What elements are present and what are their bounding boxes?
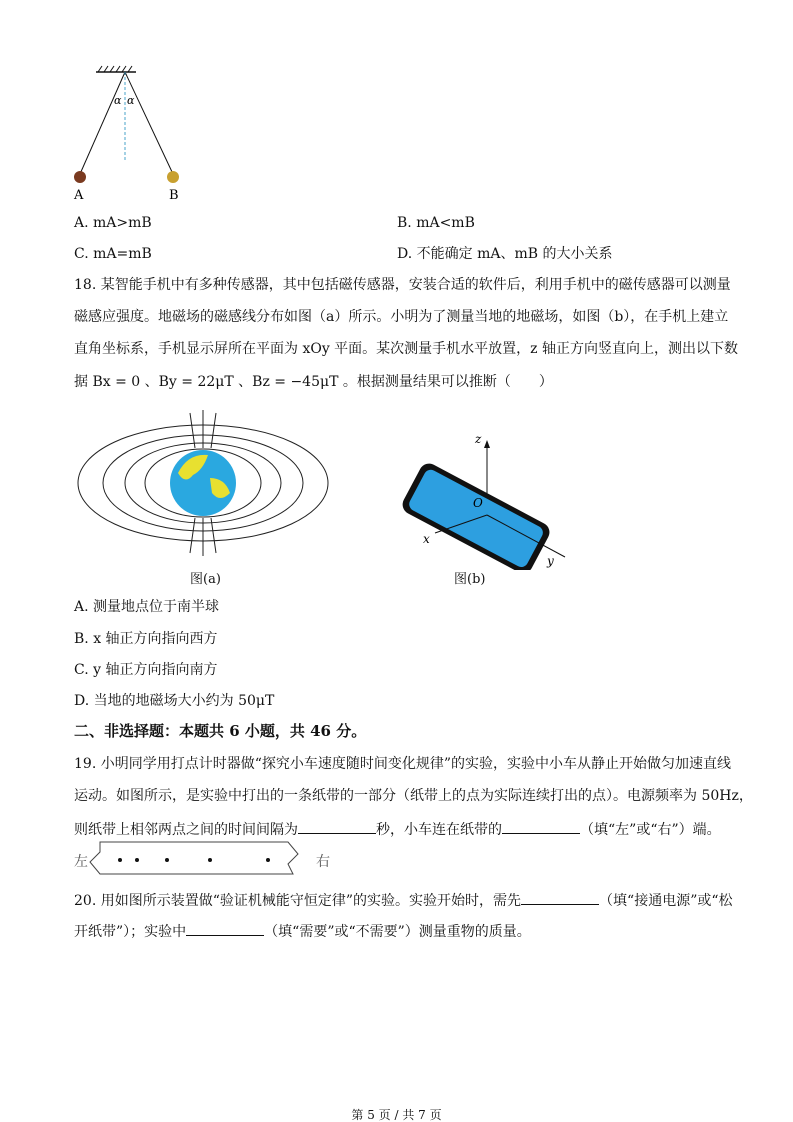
q18-option-d: D. 当地的地磁场大小约为 50μT [74,693,275,709]
tape-right-label: 右 [316,854,330,870]
option-d: D. 不能确定 mA、mB 的大小关系 [397,246,613,262]
q19-line: 运动。如图所示，是实验中打出的一条纸带的一部分（纸带上的点为实际连续打出的点）。电源频率为 50Hz， [74,788,753,804]
phone-axes-figure [395,435,580,570]
option-b: B. mA<mB [397,215,475,231]
q20-line [74,890,733,910]
answer-blank-interval[interactable] [298,819,376,834]
section-heading: 二、非选择题：本题共 6 小题，共 46 分。 [74,722,367,740]
alpha-label: α [114,94,122,107]
q20-text: （填“接通电源”或“松 [599,893,733,909]
q19-line [74,819,721,839]
q19-text: 秒，小车连在纸带的 [376,822,502,838]
q18-line: 据 Bx = 0 、By = 22μT 、Bz = −45μT 。根据测量结果可以推断（ ） [74,374,553,390]
alpha-label: α [127,94,135,107]
earth-magnetic-field-figure [70,408,340,558]
origin-label: O [473,496,483,510]
q20-text: （填“需要”或“不需要”）测量重物的质量。 [264,924,531,940]
q18-line: 18. 某智能手机中有多种传感器，其中包括磁传感器，安装合适的软件后，利用手机中的磁传感器可以测量 [74,277,731,293]
option-a: A. mA>mB [74,215,152,231]
q20-text: 开纸带”）；实验中 [74,924,187,940]
q18-option-a: A. 测量地点位于南半球 [74,599,220,615]
q20-text: 20. 用如图所示装置做“验证机械能守恒定律”的实验。实验开始时，需先 [74,893,522,909]
ball-a-label: A [74,188,84,202]
q19-line: 19. 小明同学用打点计时器做“探究小车速度随时间变化规律”的实验，实验中小车从静止开始做匀加速直线 [74,756,732,772]
x-axis-label: x [423,532,430,546]
z-axis-label: z [475,435,482,446]
page-footer: 第 5 页 / 共 7 页 [351,1108,442,1122]
pendulum-figure [70,62,200,202]
answer-blank-mass[interactable] [186,921,264,936]
q18-line: 直角坐标系，手机显示屏所在平面为 xOy 平面。某次测量手机水平放置，z 轴正方向竖直向上，测出以下数 [74,341,739,357]
q18-option-b: B. x 轴正方向指向西方 [74,631,218,647]
answer-blank-order[interactable] [521,890,599,905]
paper-tape-figure [88,840,310,878]
ball-b-label: B [169,188,179,202]
q19-text: 则纸带上相邻两点之间的时间间隔为 [74,822,298,838]
q19-text: （填“左”或“右”）端。 [580,822,721,838]
y-axis-label: y [547,554,554,568]
tape-left-label: 左 [74,854,88,870]
figure-b-caption: 图(b) [454,572,486,587]
q18-option-c: C. y 轴正方向指向南方 [74,662,218,678]
option-c: C. mA=mB [74,246,152,262]
q20-line [74,921,531,941]
answer-blank-side[interactable] [502,819,580,834]
q18-line: 磁感应强度。地磁场的磁感线分布如图（a）所示。小明为了测量当地的地磁场，如图（b），在手机上建立 [74,309,729,325]
figure-a-caption: 图(a) [190,572,221,587]
